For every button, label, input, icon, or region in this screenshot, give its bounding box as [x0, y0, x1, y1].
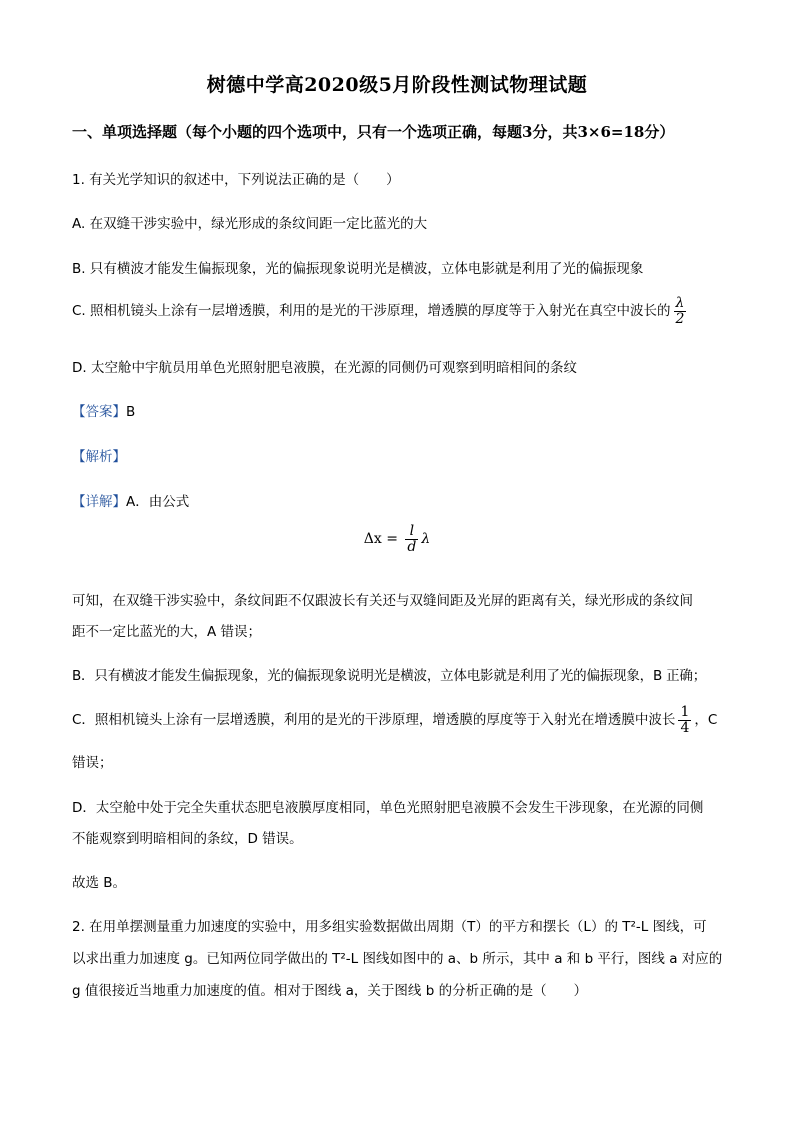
q1-option-a: A. 在双缝干涉实验中，绿光形成的条纹间距一定比蓝光的大: [72, 216, 428, 232]
analysis-line: [72, 445, 732, 465]
fraction-denominator: 4: [680, 719, 690, 736]
detail-a-intro: A．由公式: [126, 494, 190, 510]
interference-formula: [0, 524, 794, 554]
explanation-a-line1: 可知，在双缝干涉实验中，条纹间距不仅跟波长有关还与双缝间距及光屏的距离有关，绿光形成的条纹间: [72, 593, 693, 609]
detail-line: [72, 490, 732, 510]
q1-option-c-fraction: [674, 296, 687, 326]
explanation-b: B．只有横波才能发生偏振现象，光的偏振现象说明光是横波，立体电影就是利用了光的偏振现象，B 正确；: [72, 668, 707, 684]
answer-tag: 【答案】: [72, 404, 126, 420]
analysis-tag: 【解析】: [72, 449, 126, 465]
explanation-c-line1: [72, 705, 732, 735]
q2-line3: g 值很接近当地重力加速度的值。相对于图线 a，关于图线 b 的分析正确的是（ ）: [72, 983, 588, 999]
fraction-numerator: 1: [680, 704, 690, 720]
fraction-denominator: 2: [675, 310, 685, 327]
q1-stem: 1. 有关光学知识的叙述中，下列说法正确的是（ ）: [72, 172, 400, 188]
formula-lambda: λ: [421, 531, 431, 548]
formula-denominator: d: [407, 538, 417, 555]
explanation-c-text: C．照相机镜头上涂有一层增透膜，利用的是光的干涉原理，增透膜的厚度等于入射光在增透膜中波长: [72, 712, 676, 729]
explanation-d-line2: 不能观察到明暗相间的条纹，D 错误。: [72, 831, 303, 847]
q2-line1: 2. 在用单摆测量重力加速度的实验中，用多组实验数据做出周期（T）的平方和摆长（L）的 T²-L 图线，可: [72, 919, 707, 935]
explanation-c-tail: ，C: [694, 712, 718, 729]
q2-line2: 以求出重力加速度 g。已知两位同学做出的 T²-L 图线如图中的 a、b 所示，其中 a 和 b 平行，图线 a 对应的: [72, 951, 723, 967]
formula-lhs: Δx =: [363, 531, 398, 548]
conclusion: 故选 B。: [72, 875, 127, 891]
explanation-c-fraction: [678, 705, 691, 735]
explanation-a-line2: 距不一定比蓝光的大，A 错误；: [72, 624, 262, 640]
q1-option-c-text: C. 照相机镜头上涂有一层增透膜，利用的是光的干涉原理，增透膜的厚度等于入射光在真空中波长的: [72, 303, 671, 320]
q1-option-b: B. 只有横波才能发生偏振现象，光的偏振现象说明光是横波，立体电影就是利用了光的偏振现象: [72, 261, 644, 277]
explanation-c-line2: 错误；: [72, 755, 113, 771]
page-title: 树德中学高2020级5月阶段性测试物理试题: [206, 74, 588, 96]
q1-option-d: D. 太空舱中宇航员用单色光照射肥皂液膜，在光源的同侧仍可观察到明暗相间的条纹: [72, 360, 577, 376]
formula-numerator: l: [405, 524, 418, 540]
answer-value: B: [126, 404, 136, 420]
q1-option-c: [72, 296, 732, 326]
answer-line: [72, 400, 732, 420]
explanation-d-line1: D．太空舱中处于完全失重状态肥皂液膜厚度相同，单色光照射肥皂液膜不会发生干涉现象，在光源的同侧: [72, 800, 704, 816]
formula-fraction: [405, 524, 418, 554]
section-heading: 一、单项选择题（每个小题的四个选项中，只有一个选项正确，每题3分，共3×6=18分）: [72, 123, 675, 141]
fraction-numerator: λ: [674, 296, 687, 312]
detail-tag: 【详解】: [72, 494, 126, 510]
